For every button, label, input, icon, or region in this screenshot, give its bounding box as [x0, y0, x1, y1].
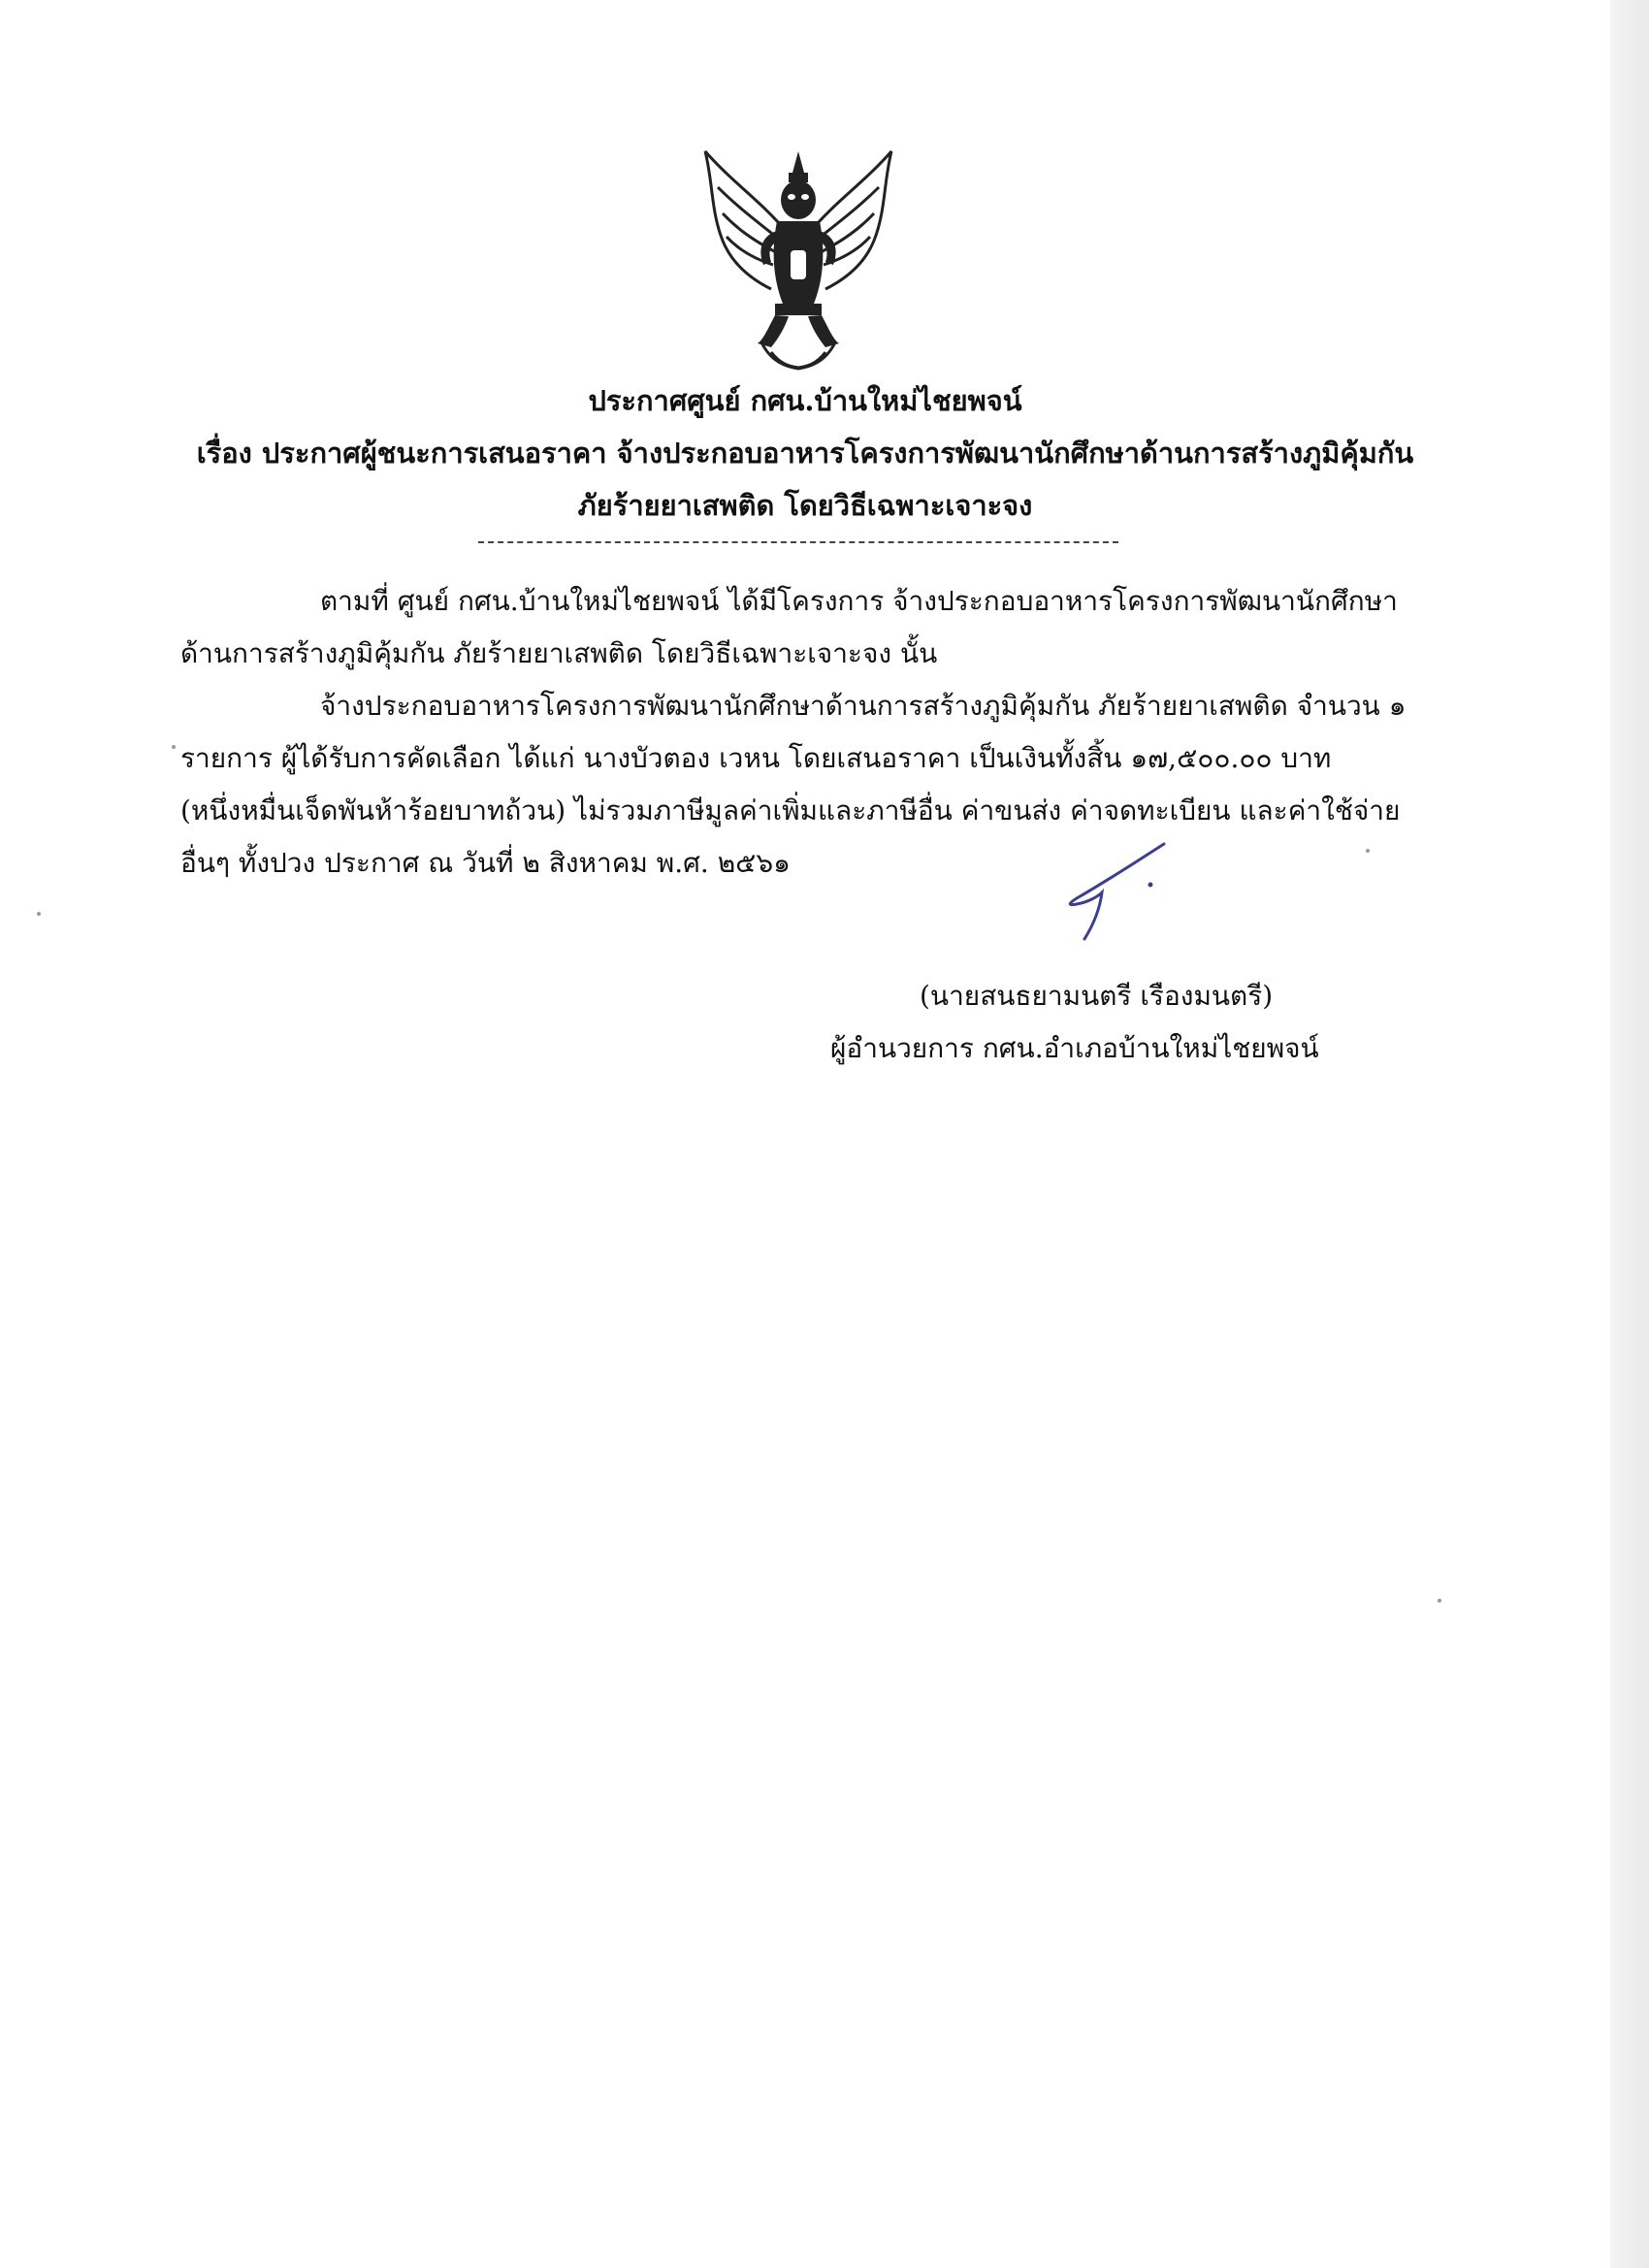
paragraph-2-line-4: อื่นๆ ทั้งปวง ประกาศ ณ วันที่ ๒ สิงหาคม พ.ศ. ๒๕๖๑	[180, 847, 791, 879]
signer-name: (นายสนธยามนตรี เรืองมนตรี)	[920, 980, 1274, 1012]
garuda-emblem-icon	[694, 144, 903, 373]
scan-speck	[1366, 849, 1370, 853]
paragraph-2-line-1: จ้างประกอบอาหารโครงการพัฒนานักศึกษาด้านการสร้างภูมิคุ้มกัน ภัยร้ายยาเสพติด จำนวน ๑	[320, 690, 1406, 722]
announcement-subject-continued: ภัยร้ายยาเสพติด โดยวิธีเฉพาะเจาะจง	[577, 489, 1033, 522]
handwritten-signature-icon	[1055, 838, 1172, 945]
paragraph-2-line-3: (หนึ่งหมื่นเจ็ดพันห้าร้อยบาทถ้วน) ไม่รวมภาษีมูลค่าเพิ่มและภาษีอื่น ค่าขนส่ง ค่าจดทะเบียน และค่าใช้จ่าย	[180, 794, 1401, 826]
title-divider	[478, 541, 1118, 543]
paragraph-1-line-2: ด้านการสร้างภูมิคุ้มกัน ภัยร้ายยาเสพติด โดยวิธีเฉพาะเจาะจง นั้น	[180, 637, 938, 669]
announcement-title: ประกาศศูนย์ กศน.บ้านใหม่ไชยพจน์	[588, 384, 1022, 417]
scan-speck	[1438, 1599, 1441, 1603]
paragraph-1-line-1: ตามที่ ศูนย์ กศน.บ้านใหม่ไชยพจน์ ได้มีโครงการ จ้างประกอบอาหารโครงการพัฒนานักศึกษา	[320, 585, 1398, 617]
scan-speck	[172, 745, 176, 749]
scan-border	[1610, 0, 1649, 2268]
paragraph-2-line-2: รายการ ผู้ได้รับการคัดเลือก ได้แก่ นางบัวตอง เวหน โดยเสนอราคา เป็นเงินทั้งสิ้น ๑๗,๕๐๐.๐๐ บาท	[180, 742, 1332, 774]
scan-speck	[37, 912, 41, 916]
announcement-subject: เรื่อง ประกาศผู้ชนะการเสนอราคา จ้างประกอบอาหารโครงการพัฒนานักศึกษาด้านการสร้างภูมิคุ้มกัน	[196, 437, 1414, 470]
signer-position: ผู้อำนวยการ กศน.อำเภอบ้านใหม่ไชยพจน์	[830, 1032, 1319, 1064]
